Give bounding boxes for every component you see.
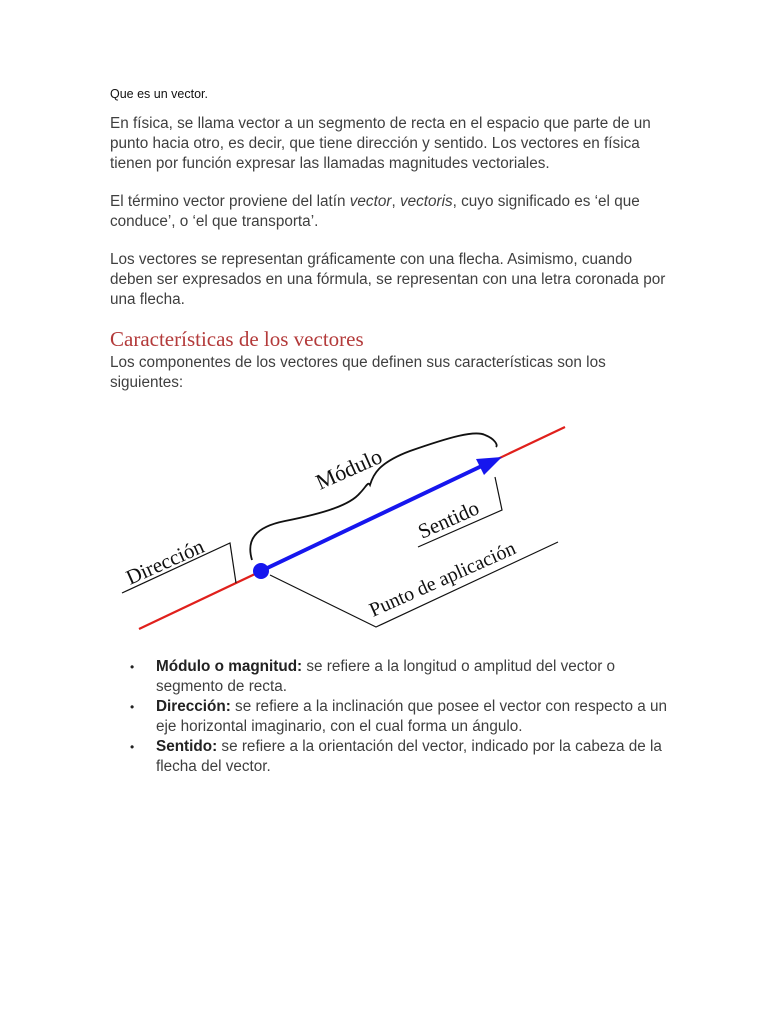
label-modulo: Módulo bbox=[311, 443, 386, 495]
section-heading: Características de los vectores bbox=[110, 327, 364, 351]
paragraph-definition: En física, se llama vector a un segmento de recta en el espacio que parte de un punto hacia otro, es decir, que tiene dirección y sentido. Los vectores en física tienen por función expresar las llamadas magnitudes vectoriales. bbox=[110, 115, 651, 172]
list-item-sentido bbox=[130, 737, 670, 777]
bullet-icon: • bbox=[130, 660, 135, 674]
section-intro: Los componentes de los vectores que definen sus características son los siguientes: bbox=[110, 354, 606, 391]
etymology-text-a: El término vector proviene del latín bbox=[110, 193, 350, 210]
bullet-icon: • bbox=[130, 700, 135, 714]
etymology-latin-2: vectoris bbox=[399, 193, 453, 210]
label-punto: Punto de aplicación bbox=[366, 537, 520, 622]
term-modulo: Módulo o magnitud: bbox=[156, 658, 303, 675]
vector-arrowhead bbox=[476, 457, 502, 475]
paragraph-representation: Los vectores se representan gráficamente con una flecha. Asimismo, cuando deben ser expresados en una fórmula, se representan con una letra coronada por una flecha. bbox=[110, 251, 666, 308]
desc-direccion: se refiere a la inclinación que posee el vector con respecto a un eje horizontal imaginario, con el cual forma un ángulo. bbox=[156, 698, 668, 735]
vector-diagram bbox=[110, 415, 580, 640]
document-title: Que es un vector. bbox=[110, 87, 208, 101]
list-item-modulo bbox=[130, 657, 670, 697]
term-direccion: Dirección: bbox=[156, 698, 231, 715]
etymology-text-b: , bbox=[391, 193, 400, 210]
label-sentido: Sentido bbox=[414, 495, 483, 544]
paragraph-etymology bbox=[110, 192, 670, 232]
desc-sentido: se refiere a la orientación del vector, indicado por la cabeza de la flecha del vector. bbox=[156, 738, 662, 775]
etymology-text-c: , cuyo significado es ‘el que conduce’, o ‘el que transporta’. bbox=[110, 193, 640, 230]
desc-modulo: se refiere a la longitud o amplitud del vector o segmento de recta. bbox=[156, 658, 616, 695]
list-item-direccion bbox=[130, 697, 670, 737]
label-direccion: Dirección bbox=[122, 533, 208, 590]
term-sentido: Sentido: bbox=[156, 738, 218, 755]
bullet-icon: • bbox=[130, 740, 135, 754]
characteristics-list bbox=[130, 657, 670, 777]
application-point bbox=[253, 563, 269, 579]
etymology-latin-1: vector bbox=[349, 193, 392, 210]
